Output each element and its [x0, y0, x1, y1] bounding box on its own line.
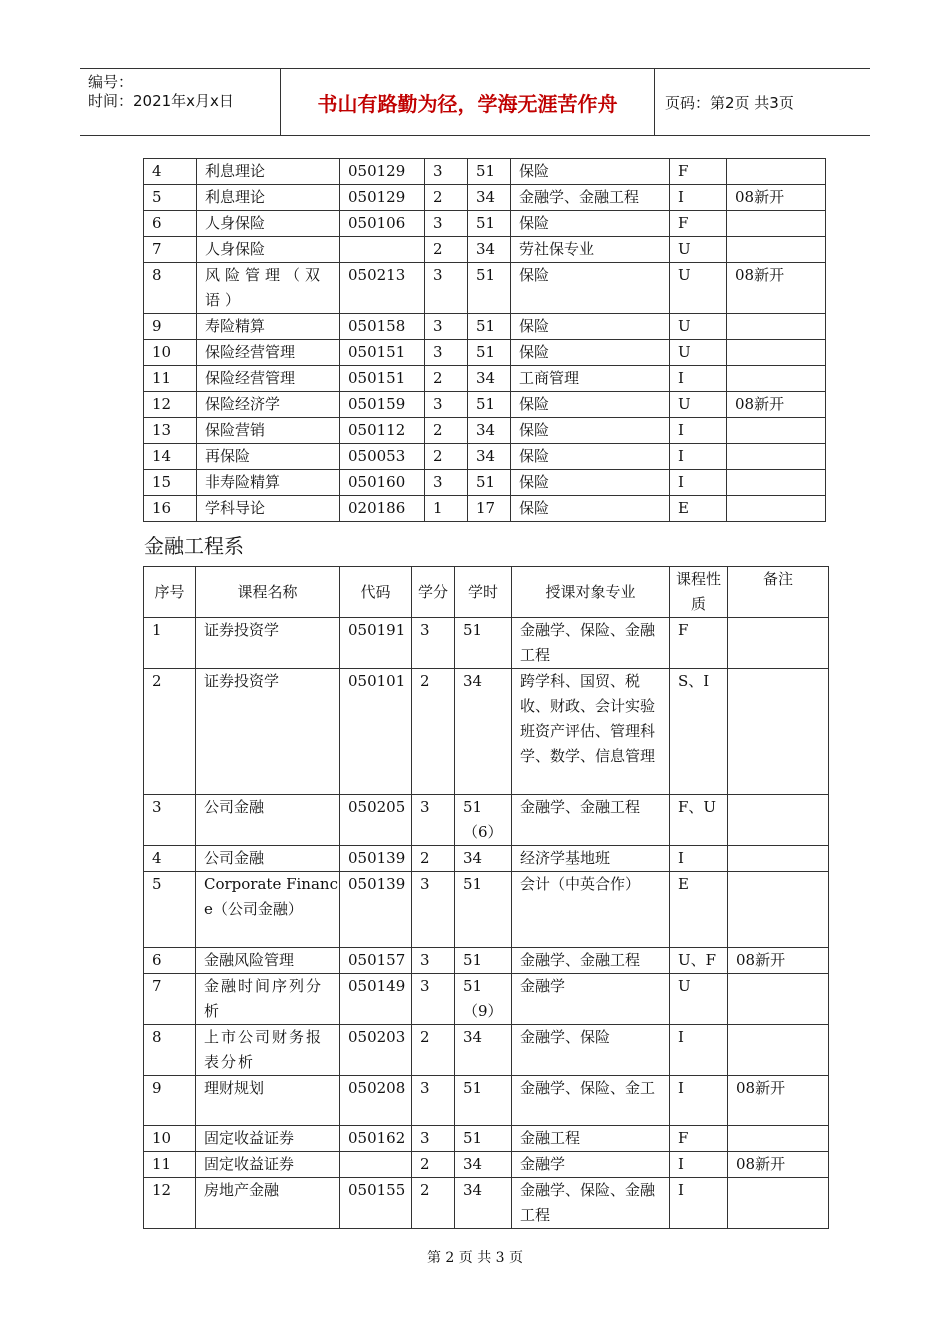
table-cell: 3: [425, 340, 468, 366]
table-cell: 保险: [511, 159, 670, 185]
table-row: [144, 314, 826, 340]
table-cell: 2: [425, 418, 468, 444]
table-cell: 050139: [340, 872, 412, 948]
table-cell: I: [670, 185, 727, 211]
table-cell: 3: [412, 1126, 455, 1152]
table-cell: [727, 211, 826, 237]
table-cell: 050208: [340, 1076, 412, 1126]
table-cell: I: [670, 366, 727, 392]
number-label: 编号：: [88, 73, 134, 91]
table-cell: 34: [455, 1178, 512, 1229]
table-cell: 金融学: [512, 974, 670, 1025]
header-cell: 学时: [455, 567, 512, 618]
table-cell: 证券投资学: [196, 618, 340, 669]
table-cell: 保险经营管理: [197, 340, 340, 366]
table-cell: 050162: [340, 1126, 412, 1152]
page-header: [80, 68, 870, 136]
table-cell: 14: [144, 444, 197, 470]
table-row: [144, 159, 826, 185]
table-cell: 2: [144, 669, 196, 795]
table-cell: [340, 1152, 412, 1178]
table-cell: I: [670, 1178, 728, 1229]
table-cell: 跨学科、国贸、税收、财政、会计实验班资产评估、管理科学、数学、信息管理: [512, 669, 670, 795]
table-cell: 1: [144, 618, 196, 669]
table-cell: 2: [425, 237, 468, 263]
table-cell: U: [670, 340, 727, 366]
table-cell: [728, 846, 829, 872]
table-cell: 保险: [511, 314, 670, 340]
table-cell: 3: [144, 795, 196, 846]
table-cell: [727, 496, 826, 522]
table-cell: U: [670, 263, 727, 314]
table-cell: 保险: [511, 444, 670, 470]
table-cell: 保险: [511, 392, 670, 418]
table-cell: 固定收益证券: [196, 1126, 340, 1152]
table-cell: 3: [412, 795, 455, 846]
table-cell: 保险: [511, 340, 670, 366]
table-cell: E: [670, 872, 728, 948]
table-cell: 3: [425, 211, 468, 237]
table-cell: 10: [144, 1126, 196, 1152]
table-cell: 3: [412, 1076, 455, 1126]
header-cell: 备注: [728, 567, 829, 618]
table-cell: 51: [455, 948, 512, 974]
table-row: [144, 366, 826, 392]
table-cell: 2: [412, 1152, 455, 1178]
table-cell: I: [670, 418, 727, 444]
table-cell: [728, 1025, 829, 1076]
table-cell: 利息理论: [197, 185, 340, 211]
table-cell: [727, 314, 826, 340]
table-cell: I: [670, 470, 727, 496]
table-cell: 3: [425, 263, 468, 314]
table-cell: 16: [144, 496, 197, 522]
table-cell: 金融学、保险: [512, 1025, 670, 1076]
table-cell: 金融学: [512, 1152, 670, 1178]
table-cell: 2: [412, 669, 455, 795]
table-cell: 2: [425, 185, 468, 211]
table-cell: 上市公司财务报表分析: [196, 1025, 340, 1076]
table-cell: 51: [468, 211, 511, 237]
table-cell: I: [670, 444, 727, 470]
table-cell: 2: [412, 1178, 455, 1229]
table-cell: 51: [468, 340, 511, 366]
table-cell: 7: [144, 974, 196, 1025]
table-cell: 08新开: [728, 1152, 829, 1178]
table-cell: [728, 795, 829, 846]
table-cell: [728, 669, 829, 795]
table-row: [144, 669, 829, 795]
table-cell: [727, 366, 826, 392]
header-cell: 序号: [144, 567, 196, 618]
table-cell: 证券投资学: [196, 669, 340, 795]
table-cell: 人身保险: [197, 211, 340, 237]
table-cell: 4: [144, 159, 197, 185]
table-cell: 050106: [340, 211, 425, 237]
table-row: [144, 846, 829, 872]
table-cell: 金融风险管理: [196, 948, 340, 974]
table-cell: [728, 974, 829, 1025]
table-cell: 2: [425, 366, 468, 392]
table-cell: [728, 618, 829, 669]
table-cell: 保险: [511, 418, 670, 444]
table-cell: 050129: [340, 185, 425, 211]
table-cell: 保险经营管理: [197, 366, 340, 392]
table-cell: I: [670, 1152, 728, 1178]
header-cell: 学分: [412, 567, 455, 618]
table-cell: 51: [455, 1126, 512, 1152]
table-cell: 050205: [340, 795, 412, 846]
table-cell: 34: [468, 237, 511, 263]
table-row: [144, 1076, 829, 1126]
table-cell: 050203: [340, 1025, 412, 1076]
table-cell: 理财规划: [196, 1076, 340, 1126]
table-cell: 050191: [340, 618, 412, 669]
table-cell: 9: [144, 1076, 196, 1126]
table-cell: 人身保险: [197, 237, 340, 263]
table-row: [144, 1126, 829, 1152]
table-cell: 8: [144, 263, 197, 314]
header-cell: 代码: [340, 567, 412, 618]
table-cell: F、U: [670, 795, 728, 846]
table-cell: 050129: [340, 159, 425, 185]
table-cell: 51: [468, 263, 511, 314]
motto: 书山有路勤为径，学海无涯苦作舟: [280, 69, 655, 135]
table-cell: I: [670, 846, 728, 872]
section-title: 金融工程系: [144, 534, 244, 558]
table-cell: [727, 340, 826, 366]
table-cell: 金融学、保险、金融工程: [512, 618, 670, 669]
table-cell: 13: [144, 418, 197, 444]
table-row: [144, 470, 826, 496]
table-row: [144, 1025, 829, 1076]
table-cell: 51: [455, 618, 512, 669]
table-cell: 050151: [340, 366, 425, 392]
table-cell: 17: [468, 496, 511, 522]
table-cell: 34: [468, 185, 511, 211]
table-cell: [340, 237, 425, 263]
table-cell: 1: [425, 496, 468, 522]
table-cell: 08新开: [727, 185, 826, 211]
table-cell: F: [670, 1126, 728, 1152]
table-cell: 金融时间序列分析: [196, 974, 340, 1025]
table-cell: 51: [468, 159, 511, 185]
table-cell: 050101: [340, 669, 412, 795]
table-cell: [727, 444, 826, 470]
table-row: [144, 340, 826, 366]
table-cell: 08新开: [728, 948, 829, 974]
table-cell: 08新开: [727, 392, 826, 418]
table-cell: E: [670, 496, 727, 522]
table-cell: F: [670, 159, 727, 185]
table-cell: 34: [468, 444, 511, 470]
table-cell: 050158: [340, 314, 425, 340]
table-cell: 风险管理（双语）: [197, 263, 340, 314]
table-cell: 050157: [340, 948, 412, 974]
table-cell: 6: [144, 211, 197, 237]
table-row: [144, 263, 826, 314]
table-cell: [728, 1126, 829, 1152]
table-cell: 050155: [340, 1178, 412, 1229]
table-cell: U、F: [670, 948, 728, 974]
table-cell: 工商管理: [511, 366, 670, 392]
table-cell: 保险: [511, 496, 670, 522]
table-cell: [727, 418, 826, 444]
table-cell: 34: [455, 1152, 512, 1178]
table-cell: 020186: [340, 496, 425, 522]
page-footer: 第 2 页 共 3 页: [426, 1250, 524, 1266]
table-row: [144, 392, 826, 418]
table-cell: 保险: [511, 211, 670, 237]
table-cell: 12: [144, 392, 197, 418]
table-cell: 050149: [340, 974, 412, 1025]
table-cell: 公司金融: [196, 846, 340, 872]
table-cell: 050159: [340, 392, 425, 418]
table-cell: 2: [412, 1025, 455, 1076]
table-cell: 050139: [340, 846, 412, 872]
table-cell: I: [670, 1025, 728, 1076]
table-cell: 3: [412, 872, 455, 948]
table-cell: 金融学、金融工程: [511, 185, 670, 211]
table-cell: 9: [144, 314, 197, 340]
table-cell: [727, 237, 826, 263]
table-cell: 050160: [340, 470, 425, 496]
table-cell: 34: [468, 366, 511, 392]
table-cell: 会计（中英合作）: [512, 872, 670, 948]
table-cell: 34: [468, 418, 511, 444]
table-cell: 2: [425, 444, 468, 470]
table-cell: 房地产金融: [196, 1178, 340, 1229]
table-cell: 固定收益证券: [196, 1152, 340, 1178]
table-cell: 51: [468, 314, 511, 340]
table-cell: F: [670, 618, 728, 669]
table-cell: 金融学、保险、金工: [512, 1076, 670, 1126]
table-row: [144, 211, 826, 237]
table-cell: 3: [425, 159, 468, 185]
table-cell: U: [670, 974, 728, 1025]
table-cell: 保险: [511, 263, 670, 314]
table-cell: [728, 872, 829, 948]
table-row: [144, 418, 826, 444]
table-cell: 8: [144, 1025, 196, 1076]
table-cell: 3: [412, 948, 455, 974]
table-cell: 51: [455, 1076, 512, 1126]
table-cell: 非寿险精算: [197, 470, 340, 496]
table-cell: 08新开: [727, 263, 826, 314]
insurance-course-table: [143, 158, 826, 522]
table-header-row: [144, 567, 829, 618]
table-cell: 5: [144, 872, 196, 948]
table-cell: S、I: [670, 669, 728, 795]
table-row: [144, 185, 826, 211]
table-cell: 51: [455, 872, 512, 948]
table-row: [144, 795, 829, 846]
table-cell: U: [670, 392, 727, 418]
table-row: [144, 974, 829, 1025]
table-cell: 3: [412, 974, 455, 1025]
table-cell: 10: [144, 340, 197, 366]
table-cell: 3: [412, 618, 455, 669]
table-cell: 3: [425, 392, 468, 418]
table-cell: U: [670, 314, 727, 340]
table-cell: 11: [144, 366, 197, 392]
table-cell: 51: [468, 392, 511, 418]
header-cell: 课程性质: [670, 567, 728, 618]
table-cell: I: [670, 1076, 728, 1126]
table-cell: 51（6）: [455, 795, 512, 846]
table-cell: 6: [144, 948, 196, 974]
table-cell: 经济学基地班: [512, 846, 670, 872]
table-cell: [727, 470, 826, 496]
table-cell: 5: [144, 185, 197, 211]
table-cell: 金融学、保险、金融工程: [512, 1178, 670, 1229]
table-cell: 金融学、金融工程: [512, 948, 670, 974]
table-row: [144, 237, 826, 263]
table-row: [144, 872, 829, 948]
table-cell: 保险: [511, 470, 670, 496]
table-cell: F: [670, 211, 727, 237]
table-cell: 再保险: [197, 444, 340, 470]
table-cell: 寿险精算: [197, 314, 340, 340]
table-cell: 学科导论: [197, 496, 340, 522]
table-cell: 08新开: [728, 1076, 829, 1126]
table-cell: 15: [144, 470, 197, 496]
table-cell: 050151: [340, 340, 425, 366]
time-label: 时间：2021年x月x日: [88, 92, 234, 110]
table-cell: 050213: [340, 263, 425, 314]
table-cell: 保险经济学: [197, 392, 340, 418]
table-cell: Corporate Finance（公司金融）: [196, 872, 340, 948]
table-cell: 51: [468, 470, 511, 496]
table-cell: 4: [144, 846, 196, 872]
table-cell: 34: [455, 669, 512, 795]
table-cell: 利息理论: [197, 159, 340, 185]
table-cell: 劳社保专业: [511, 237, 670, 263]
header-cell: 课程名称: [196, 567, 340, 618]
table-row: [144, 948, 829, 974]
table-cell: 金融学、金融工程: [512, 795, 670, 846]
table-cell: 050112: [340, 418, 425, 444]
table-cell: 2: [412, 846, 455, 872]
header-meta: [80, 69, 280, 135]
page-info: 页码：第2页 共3页: [665, 93, 794, 112]
table-cell: 保险营销: [197, 418, 340, 444]
table-cell: [727, 159, 826, 185]
table-row: [144, 496, 826, 522]
table-cell: U: [670, 237, 727, 263]
table-row: [144, 1178, 829, 1229]
table-cell: 公司金融: [196, 795, 340, 846]
table-cell: 12: [144, 1178, 196, 1229]
table-cell: 3: [425, 470, 468, 496]
table-cell: 34: [455, 846, 512, 872]
table-cell: 51（9）: [455, 974, 512, 1025]
table-row: [144, 618, 829, 669]
table-cell: 11: [144, 1152, 196, 1178]
table-row: [144, 1152, 829, 1178]
table-cell: 7: [144, 237, 197, 263]
table-cell: 3: [425, 314, 468, 340]
finance-engineering-course-table: [143, 566, 829, 1229]
table-cell: 050053: [340, 444, 425, 470]
table-cell: 金融工程: [512, 1126, 670, 1152]
table-cell: [728, 1178, 829, 1229]
table-row: [144, 444, 826, 470]
table-cell: 34: [455, 1025, 512, 1076]
header-cell: 授课对象专业: [512, 567, 670, 618]
